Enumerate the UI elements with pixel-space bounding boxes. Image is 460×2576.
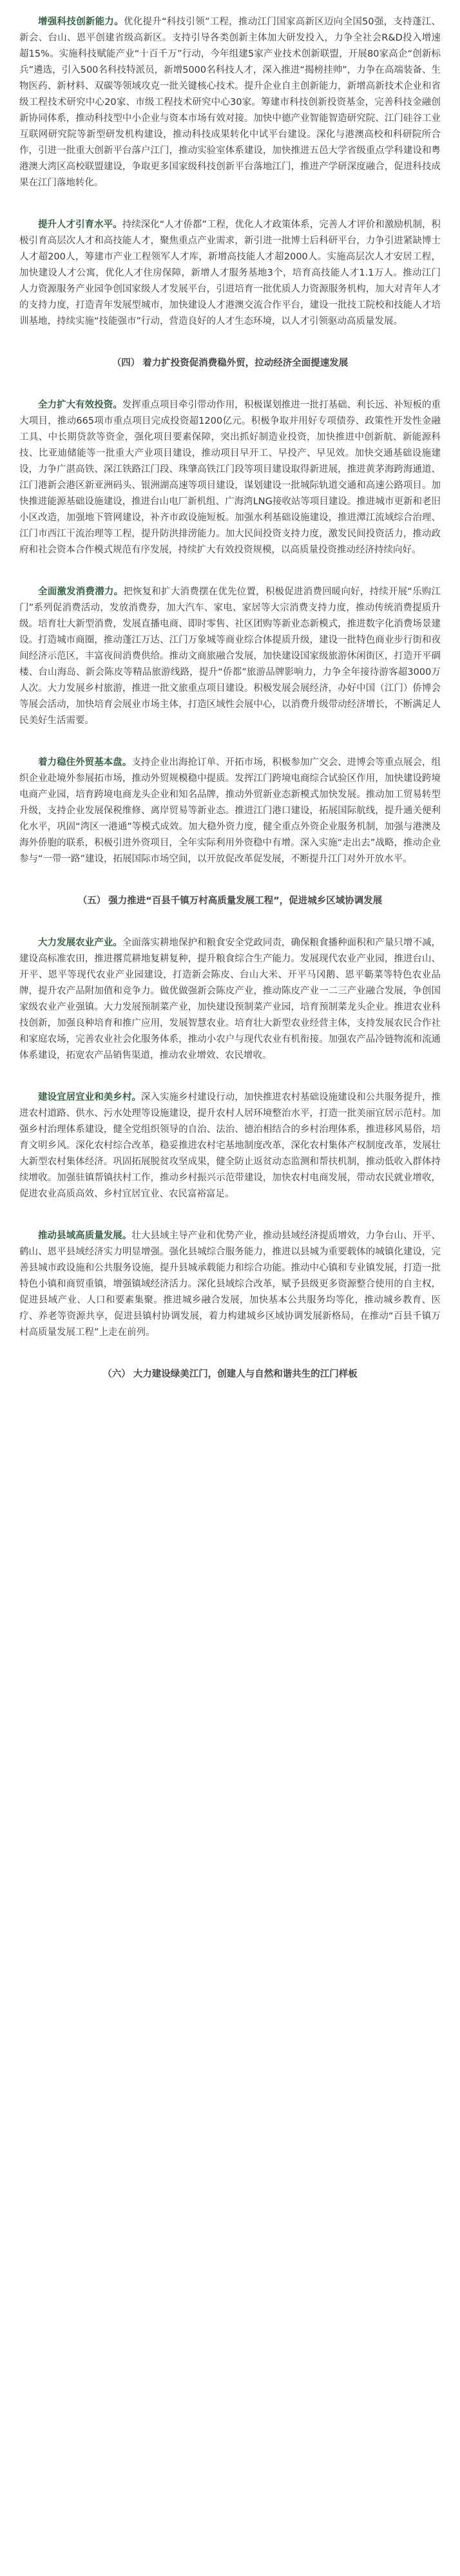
paragraph-county — [19, 1228, 441, 1341]
section-index: （四） — [111, 358, 140, 368]
paragraph-tech-innovation — [19, 14, 441, 191]
paragraph-lead: 建设宜居宜业和美乡村。 — [38, 1092, 141, 1103]
section-title-text: 强力推进“百县千镇万村高质量发展工程”，促进城乡区域协调发展 — [108, 896, 383, 906]
paragraph-lead: 推动县域高质量发展。 — [38, 1231, 132, 1241]
section-heading-6 — [19, 1367, 441, 1383]
paragraph-foreign-trade — [19, 755, 441, 867]
paragraph-lead: 全力扩大有效投资。 — [38, 400, 122, 410]
paragraph-body: 壮大县域主导产业和优势产业，推动县域经济提质增效，力争台山、开平、鹤山、恩平县域经济实力明显增强。强化县城综合服务能力，推进以县城为重要载体的城镇化建设，完善县城市政设施和公共服务设施，提升县城承载能力和综合功能。推动中心镇和专业镇发展，打造一批特色小镇和商贸重镇，增强镇域经济活力。深化县域综合改革，赋予县级更多资源整合使用的自主权，促进县域产业、人口和要素集聚。推进城乡融合发展，加快基本公共服务均等化，推动城乡教育、医疗、养老等资源共享，促进县镇村协调发展，着力构建城乡区域协调发展新格局，在推动“百县千镇万村高质量发展工程”上走在前列。 — [19, 1231, 441, 1338]
paragraph-investment — [19, 397, 441, 558]
paragraph-talent — [19, 217, 441, 330]
section-index: （六） — [102, 1369, 131, 1379]
paragraph-consumption — [19, 584, 441, 729]
paragraph-rural — [19, 1090, 441, 1202]
paragraph-agriculture — [19, 935, 441, 1064]
paragraph-body: 全面落实耕地保护和粮食安全党政同责，确保粮食播种面积和产量只增不减，建设高标准农田，推进撂荒耕地复耕复种，提升粮食综合生产能力。发展现代农业产业园，推进台山、开平、恩平等现代农业产业园建设，打造新会陈皮、台山大米、开平马冈鹅、恩平簕菜等特色农业品牌，提升农产品附加值和竞争力。做优做强新会陈皮产业，推动陈皮产业一二三产业融合发展，争创国家级农业产业强镇。大力发展预制菜产业，加快建设预制菜产业园，培育预制菜龙头企业。推进农业科技创新，加强良种培育和推广应用，发展智慧农业。培育壮大新型农业经营主体，支持发展农民合作社和家庭农场，完善农业社会化服务体系，推动小农户与现代农业有机衔接。加强农产品冷链物流和流通体系建设，拓宽农产品销售渠道，推动农业增效、农民增收。 — [19, 938, 441, 1061]
paragraph-body: 深入实施乡村建设行动，加快推进农村基础设施建设和公共服务提升，推进农村道路、供水、污水处理等设施建设，提升农村人居环境整治水平，打造一批美丽宜居示范村。加强乡村治理体系建设，健全党组织领导的自治、法治、德治相结合的乡村治理体系，推进移风易俗，培育文明乡风。深化农村综合改革，稳妥推进农村宅基地制度改革，深化农村集体产权制度改革，发展壮大新型农村集体经济。巩固拓展脱贫攻坚成果，健全防止返贫动态监测和帮扶机制，推动低收入群体持续增收。加强驻镇帮镇扶村工作，推动乡村振兴示范带建设，加快农村电商发展，带动农民就业增收，促进农业高质高效、乡村宜居宜业、农民富裕富足。 — [19, 1092, 441, 1199]
section-title-text: 着力扩投资促消费稳外贸，拉动经济全面提速发展 — [142, 358, 349, 368]
paragraph-body: 发挥重点项目牵引带动作用，积极谋划推进一批打基础、利长远、补短板的重大项目，推动665项市重点项目完成投资超1200亿元。积极争取并用好专项债券、政策性开发性金融工具、中长期贷款等资金，强化项目要素保障，突出抓好制造业投资，加快推进中创新航、新能源科技、比亚迪储能等一批重大产业项目建设，推动项目早开工、早投产、早见效。加快交通基础设施建设，力争广湛高铁、深江铁路江门段、珠肇高铁江门段等项目建设取得新进展，推进黄茅海跨海通道、江门港新会港区新亚洲码头、银洲湖高速等项目建设，谋划建设一批城际轨道交通和高速公路项目。加快推进能源基础设施建设，推进台山电厂新机组、广海湾LNG接收站等项目建设。推进城市更新和老旧小区改造，加强地下管网建设，补齐市政设施短板。加强水利基础设施建设，推进潭江流域综合治理、江门市西江干流治理等工程，提升防洪排涝能力。加大民间投资支持力度，激发民间投资活力，推动政府和社会资本合作模式规范有序发展，持续扩大有效投资规模，以高质量投资推动经济持续向好。 — [19, 400, 441, 555]
section-title-text: 大力建设绿美江门，创建人与自然和谐共生的江门样板 — [133, 1369, 358, 1379]
section-heading-5 — [19, 893, 441, 909]
paragraph-lead: 全面激发消费潜力。 — [38, 587, 124, 597]
section-index: （五） — [77, 896, 106, 906]
paragraph-body: 优化提升“科技引领”工程，推动江门国家高新区迈向全国50强，支持蓬江、新会、台山、恩平创建省级高新区。支持引导各类创新主体加大研发投入，力争全社会R&D投入增速超15%。实施科技赋能产业“十百千万”行动，今年组建5家产业技术创新联盟，开展80家高企“创新标兵”遴选，引入500名科技特派员，新增5000名科技人才，深入推进“揭榜挂帅”，力争在高端装备、生物医药、新材料、双碳等领域攻克一批关键核心技术。提升企业自主创新能力，新增高新技术企业和省级工程技术研究中心20家、市级工程技术研究中心30家。筹建市科技创新投资基金，完善科技金融创新协同体系，推动科技型中小企业与资本市场有效对接。加快中德产业智能智造研究院、江门硅谷工业互联网研究院等新型研发机构建设，推动科技成果转化中试平台建设。深化与港澳高校和科研院所合作，引进一批重大创新平台落户江门，推动实验室体系建设，加快推进五邑大学省级重点学科建设和粤港澳大湾区高校联盟建设，争取更多国家级科技创新平台落地江门，推进产学研深度融合，促进科技成果在江门落地转化。 — [19, 17, 441, 188]
paragraph-lead: 提升人才引育水平。 — [38, 220, 122, 230]
paragraph-lead: 增强科技创新能力。 — [38, 17, 124, 27]
paragraph-body: 持续深化“人才侨都”工程，优化人才政策体系，完善人才评价和激励机制，积极引育高层次人才和高技能人才，聚焦重点产业需求，新引进一批博士后科研平台，力争引进紧缺博士人才超200人，筹建市产业工程领军人才库，新增高技能人才超2000人。实施高层次人才安居工程，加快建设人才公寓，优化人才住房保障，新增人才服务基地3个，培育高技能人才1.1万人。推动江门人力资源服务产业园争创国家级人才发展平台，引进培育一批优质人力资源服务机构，加大对青年人才的支持力度，打造青年发展型城市，加快建设人才港澳交流合作平台，建设一批技工院校和技能人才培训基地，持续实施“技能强市”行动，营造良好的人才生态环境，以人才引领驱动高质量发展。 — [19, 220, 441, 327]
paragraph-body: 把恢复和扩大消费摆在优先位置，积极促进消费回暖向好，持续开展“乐购江门”系列促消费活动，发放消费券，加大汽车、家电、家居等大宗消费支持力度，推动传统消费提质升级。培育壮大新型消费，发展直播电商、即时零售、社区团购等新业态新模式，推进数字化消费场景建设。打造城市商圈，推动蓬江万达、江门万象城等商业综合体提质升级，建设一批特色商业步行街和夜间经济示范区，丰富夜间消费供给。推动文商旅融合发展，加快建设国家级旅游休闲街区，打造开平碉楼、台山海岛、新会陈皮等精品旅游线路，提升“侨都”旅游品牌影响力，力争全年接待游客超3000万人次。大力发展乡村旅游，推进一批文旅重点项目建设。积极发展会展经济，办好中国（江门）侨博会等展会活动，加快培育会展业市场主体，打造区域性会展中心，以消费升级带动经济增长，不断满足人民美好生活需要。 — [19, 587, 441, 726]
paragraph-body: 支持企业出海抢订单、开拓市场，积极参加广交会、进博会等重点展会，组织企业赴境外参展拓市场，推动外贸规模稳中提质。发挥江门跨境电商综合试验区作用，加快建设跨境电商产业园，培育跨境电商龙头企业和知名品牌，推动外贸新业态新模式加快发展。推动加工贸易转型升级，支持企业发展保税维修、离岸贸易等新业态。推进江门港口建设，拓展国际航线，提升通关便利化水平，巩固“湾区一港通”等模式成效。加大稳外资力度，健全重点外资企业服务机制，加强与港澳及海外侨胞的联系，积极引进外资项目，全年实际利用外资稳中有增。深入实施“走出去”战略，推动企业参与“一带一路”建设，拓展国际市场空间，以开放促改革促发展，不断提升江门对外开放水平。 — [19, 757, 441, 864]
section-heading-4 — [19, 355, 441, 372]
paragraph-lead: 着力稳住外贸基本盘。 — [38, 757, 132, 768]
paragraph-lead: 大力发展农业产业。 — [38, 938, 122, 948]
